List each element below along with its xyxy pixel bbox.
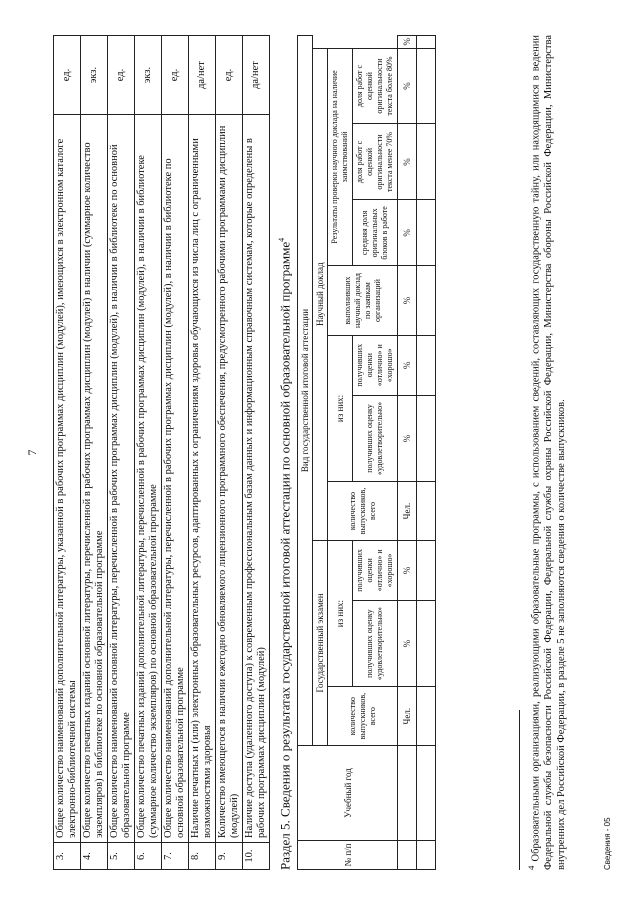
item-text: Общее количество наименований дополнительной литературы, указанной в рабочих программах дисциплин (модулей), имеющихся в электронном каталоге электронно-библиотечной системы xyxy=(54,115,81,843)
item-unit: ед. xyxy=(216,36,243,115)
item-row xyxy=(135,36,162,870)
item-text: Общее количество печатных изданий основной литературы, перечисленной в рабочих программах дисциплин (модулей) в наличии (суммарное количество экземпляров) в библиотеке по основной образовательной программе xyxy=(81,115,108,843)
col-year-header: Учебный год xyxy=(298,746,398,841)
footnote-number: 4 xyxy=(526,865,536,870)
blank-cell xyxy=(417,48,436,124)
group-report-header: Научный доклад xyxy=(313,48,328,540)
item-text: Количество имеющегося в наличии ежегодно обновляемого лицензионного программного обеспечения, предусмотренного рабочими программами дисциплин (модулей) xyxy=(216,115,243,843)
blank-cell xyxy=(417,841,436,870)
unit-cell xyxy=(398,746,417,841)
item-number: 4. xyxy=(81,843,108,870)
item-number: 6. xyxy=(135,843,162,870)
section-5-title xyxy=(277,35,293,870)
blank-cell xyxy=(417,124,436,200)
group-main-header: Вид государственной итоговой аттестации xyxy=(298,36,313,746)
footnote xyxy=(525,35,568,870)
blank-cell xyxy=(417,482,436,541)
item-unit: экз. xyxy=(135,36,162,115)
section-5-title-text: Раздел 5. Сведения о результатах государственной итоговой аттестации по основной образовательной программе xyxy=(277,241,293,870)
item-row xyxy=(189,36,216,870)
blank-cell xyxy=(417,687,436,746)
report-good-excellent-header: получивших оценки «отлично» и «хорошо» xyxy=(353,335,398,395)
plagiarism-group-header: Результаты проверки научного доклада на наличие заимствований xyxy=(328,48,353,266)
rotated-page xyxy=(25,35,615,870)
library-items-table xyxy=(53,35,270,870)
item-row xyxy=(162,36,189,870)
item-unit: ед. xyxy=(162,36,189,115)
exam-total-graduates-header: количество выпускников, всего xyxy=(328,687,398,746)
item-text: Общее количество печатных изданий дополнительной литературы, перечисленной в рабочих программах дисциплин (модулей), в наличии в библиотеке (суммарное количество экземпляров) по основной образовательной программе xyxy=(135,115,162,843)
exam-of-them-header: из них: xyxy=(328,540,353,686)
item-unit: ед. xyxy=(54,36,81,115)
form-identifier: Сведения - 05 xyxy=(603,817,612,870)
blank-cell xyxy=(417,200,436,266)
group-exam-header: Государственный экзамен xyxy=(313,540,328,745)
col-num-header: № п/п xyxy=(298,841,398,870)
unit-percent: % xyxy=(398,36,417,49)
item-number: 8. xyxy=(189,843,216,870)
item-unit: экз. xyxy=(81,36,108,115)
exam-satisfactory-header: получивших оценку «удовлетворительно» xyxy=(353,600,398,686)
item-unit: да/нет xyxy=(243,36,270,115)
blank-cell xyxy=(417,540,436,600)
unit-people: Чел. xyxy=(398,482,417,541)
item-unit: да/нет xyxy=(189,36,216,115)
item-row xyxy=(216,36,243,870)
avg-share-header: средняя доля оригинальных блоков в работе xyxy=(353,200,398,266)
item-unit: ед. xyxy=(108,36,135,115)
blank-cell xyxy=(417,600,436,686)
item-text: Наличие доступа (удаленного доступа) к современным профессиональным базам данных и информационным справочным системам, которые определены в рабочих программах дисциплин (модулей) xyxy=(243,115,270,843)
blank-cell xyxy=(417,335,436,395)
item-row xyxy=(54,36,81,870)
page-number: 7 xyxy=(25,449,39,456)
item-number: 9. xyxy=(216,843,243,870)
exam-good-excellent-header: получивших оценки «отлично» и «хорошо» xyxy=(353,540,398,600)
unit-percent: % xyxy=(398,540,417,600)
unit-percent: % xyxy=(398,200,417,266)
report-of-them-header: из них: xyxy=(328,335,353,481)
item-number: 10. xyxy=(243,843,270,870)
unit-percent: % xyxy=(398,395,417,481)
item-text: Наличие печатных и (или) электронных образовательных ресурсов, адаптированных к ограничениям здоровья обучающихся из числа лиц с ограниченными возможностями здоровья xyxy=(189,115,216,843)
blank-cell xyxy=(417,746,436,841)
unit-percent: % xyxy=(398,124,417,200)
item-number: 7. xyxy=(162,843,189,870)
report-by-orgs-header: выполнивших научный доклад по заявкам организаций xyxy=(328,266,398,335)
report-satisfactory-header: получивших оценку «удовлетворительно» xyxy=(353,395,398,481)
unit-percent: % xyxy=(398,335,417,395)
under-70-header: доля работ с оценкой оригинальности текста менее 70% xyxy=(353,124,398,200)
item-row xyxy=(243,36,270,870)
item-text: Общее количество наименований основной литературы, перечисленной в рабочих программах дисциплин (модулей), в наличии в библиотеке по основной образовательной программе xyxy=(108,115,135,843)
over-80-header: доля работ с оценкой оригинальности текста более 80% xyxy=(353,48,398,124)
item-number: 5. xyxy=(108,843,135,870)
attestation-results-table xyxy=(297,35,436,870)
unit-percent: % xyxy=(398,600,417,686)
unit-cell xyxy=(398,841,417,870)
blank-cell xyxy=(417,266,436,335)
item-row xyxy=(81,36,108,870)
footnote-mark: 4 xyxy=(277,237,286,242)
report-total-graduates-header: количество выпускников, всего xyxy=(328,482,398,541)
footnote-rule xyxy=(519,710,520,870)
footnote-text: Образовательными организациями, реализующими образовательные программы, с использованием сведений, составляющих государственную тайну, или находящимися в ведении Федеральной службы безопасности Российской Федерации, Федеральной службы охраны Российской Федерации, Министерства обороны Российской Федерации, Министерства внутренних дел Российской Федерации, в разделе 5 не заполняются сведения о количестве выпускников. xyxy=(530,35,567,870)
item-row xyxy=(108,36,135,870)
blank-cell xyxy=(417,395,436,481)
item-number: 3. xyxy=(54,843,81,870)
unit-percent: % xyxy=(398,266,417,335)
item-text: Общее количество наименований дополнительной литературы, перечисленной в рабочих программах дисциплин (модулей), в наличии в библиотеке по основной образовательной программе xyxy=(162,115,189,843)
unit-people: Чел. xyxy=(398,687,417,746)
unit-percent: % xyxy=(398,48,417,124)
blank-cell xyxy=(417,36,436,49)
